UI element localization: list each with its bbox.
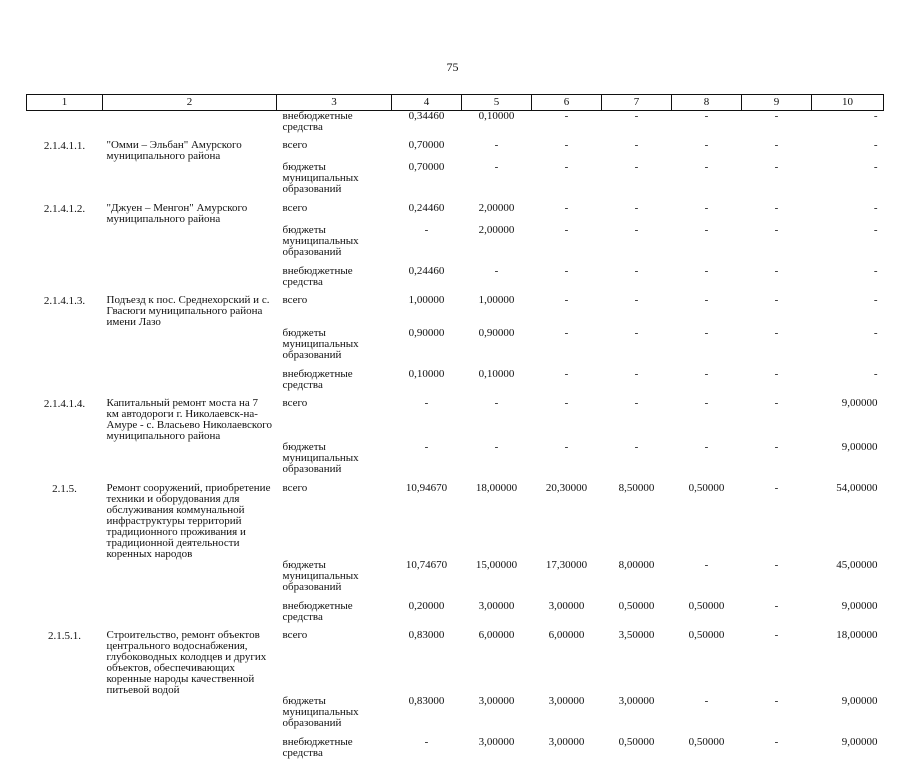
value-cell: 3,00000 [532,737,602,766]
column-header: 7 [602,95,672,111]
row-name [103,328,277,369]
funding-source: всего [277,398,392,442]
row-name [103,601,277,630]
value-cell: - [392,442,462,483]
value-cell: 2,00000 [462,203,532,225]
value-cell: - [532,369,602,398]
value-cell: - [742,442,812,483]
value-cell: 0,10000 [462,369,532,398]
value-cell: - [532,295,602,328]
value-cell: 0,20000 [392,601,462,630]
value-cell: - [392,225,462,266]
value-cell: 0,83000 [392,696,462,737]
table-row [27,225,884,266]
row-code [27,162,103,203]
value-cell: 0,50000 [672,601,742,630]
value-cell: 17,30000 [532,560,602,601]
row-code: 2.1.4.1.4. [27,398,103,442]
value-cell: 15,00000 [462,560,532,601]
value-cell: 3,00000 [532,696,602,737]
table-row [27,295,884,328]
row-name [103,560,277,601]
funding-source: всего [277,295,392,328]
table-row [27,601,884,630]
column-header: 2 [103,95,277,111]
value-cell: 10,94670 [392,483,462,560]
value-cell: - [742,162,812,203]
value-cell: 0,24460 [392,203,462,225]
table-row [27,696,884,737]
value-cell: - [602,111,672,141]
table-row [27,140,884,162]
table-row [27,369,884,398]
value-cell: - [672,442,742,483]
row-code [27,369,103,398]
row-name [103,696,277,737]
value-cell: - [392,737,462,766]
value-cell: 0,50000 [672,483,742,560]
value-cell: 18,00000 [812,630,884,696]
row-name: Подъезд к пос. Среднехорский и с. Гвасюги муниципального района имени Лазо [103,295,277,328]
value-cell: - [812,203,884,225]
value-cell: 3,00000 [462,737,532,766]
value-cell: 8,00000 [602,560,672,601]
value-cell: - [532,266,602,295]
row-code [27,696,103,737]
row-code [27,737,103,766]
value-cell: - [392,398,462,442]
value-cell: - [742,203,812,225]
value-cell: - [462,398,532,442]
value-cell: - [742,737,812,766]
value-cell: 9,00000 [812,601,884,630]
row-name [103,442,277,483]
value-cell: 2,00000 [462,225,532,266]
value-cell: 0,34460 [392,111,462,141]
value-cell: 6,00000 [532,630,602,696]
value-cell: - [672,295,742,328]
value-cell: - [672,111,742,141]
value-cell: 9,00000 [812,737,884,766]
table-row [27,328,884,369]
value-cell: - [812,225,884,266]
table-row [27,203,884,225]
value-cell: 3,00000 [462,696,532,737]
funding-source: бюджеты муниципальных образований [277,560,392,601]
row-code: 2.1.4.1.2. [27,203,103,225]
value-cell: - [532,203,602,225]
column-header: 8 [672,95,742,111]
value-cell: - [532,328,602,369]
row-name: Строительство, ремонт объектов центрального водоснабжения, глубоководных колодцев и других объектов, обеспечивающих коренные народы качественной питьевой водой [103,630,277,696]
table-row [27,266,884,295]
table-row [27,560,884,601]
value-cell: - [532,140,602,162]
row-name: "Джуен – Менгон" Амурского муниципального района [103,203,277,225]
funding-source: внебюджетные средства [277,369,392,398]
funding-source: бюджеты муниципальных образований [277,696,392,737]
funding-source: всего [277,140,392,162]
funding-source: внебюджетные средства [277,601,392,630]
value-cell: - [742,328,812,369]
value-cell: - [462,442,532,483]
value-cell: - [742,111,812,141]
value-cell: - [602,203,672,225]
value-cell: - [672,162,742,203]
row-name: Ремонт сооружений, приобретение техники и оборудования для обслуживания коммунальной инфраструктуры территорий традиционного проживания и традиционной деятельности коренных народов [103,483,277,560]
value-cell: 9,00000 [812,398,884,442]
value-cell: - [602,225,672,266]
value-cell: 18,00000 [462,483,532,560]
value-cell: 0,50000 [602,737,672,766]
value-cell: - [812,266,884,295]
column-header: 6 [532,95,602,111]
row-code [27,328,103,369]
budget-table [26,94,884,766]
funding-source: бюджеты муниципальных образований [277,442,392,483]
column-header: 5 [462,95,532,111]
value-cell: - [462,140,532,162]
value-cell: 1,00000 [462,295,532,328]
table-row [27,483,884,560]
value-cell: 0,24460 [392,266,462,295]
value-cell: - [672,328,742,369]
table-body [27,111,884,766]
value-cell: - [742,140,812,162]
funding-source: бюджеты муниципальных образований [277,225,392,266]
row-name [103,737,277,766]
value-cell: 8,50000 [602,483,672,560]
row-code [27,266,103,295]
row-code [27,225,103,266]
column-header: 10 [812,95,884,111]
row-name [103,162,277,203]
value-cell: - [532,162,602,203]
funding-source: всего [277,483,392,560]
value-cell: - [602,369,672,398]
value-cell: 0,90000 [462,328,532,369]
value-cell: 3,00000 [462,601,532,630]
value-cell: 10,74670 [392,560,462,601]
value-cell: - [672,140,742,162]
row-name: Капитальный ремонт моста на 7 км автодороги г. Николаевск-на-Амуре - с. Власьево Николаевского муниципального района [103,398,277,442]
page-number: 75 [0,60,905,75]
value-cell: - [462,162,532,203]
value-cell: - [602,442,672,483]
column-header: 3 [277,95,392,111]
value-cell: 3,50000 [602,630,672,696]
value-cell: - [672,696,742,737]
value-cell: - [532,111,602,141]
row-name: "Омми – Эльбан" Амурского муниципального района [103,140,277,162]
value-cell: - [812,369,884,398]
row-code [27,601,103,630]
value-cell: - [742,560,812,601]
value-cell: - [812,295,884,328]
table-row [27,111,884,141]
value-cell: - [742,225,812,266]
row-code: 2.1.4.1.3. [27,295,103,328]
value-cell: 45,00000 [812,560,884,601]
value-cell: - [532,398,602,442]
funding-source: внебюджетные средства [277,737,392,766]
value-cell: 0,50000 [602,601,672,630]
value-cell: 0,70000 [392,140,462,162]
value-cell: 20,30000 [532,483,602,560]
value-cell: - [742,398,812,442]
row-code [27,442,103,483]
row-code: 2.1.5. [27,483,103,560]
value-cell: - [742,295,812,328]
value-cell: 9,00000 [812,696,884,737]
value-cell: 0,83000 [392,630,462,696]
funding-source: всего [277,203,392,225]
value-cell: 0,50000 [672,630,742,696]
value-cell: - [602,140,672,162]
value-cell: - [672,398,742,442]
funding-source: бюджеты муниципальных образований [277,328,392,369]
row-code: 2.1.4.1.1. [27,140,103,162]
value-cell: - [602,328,672,369]
value-cell: 3,00000 [532,601,602,630]
row-code: 2.1.5.1. [27,630,103,696]
funding-source: бюджеты муниципальных образований [277,162,392,203]
row-code [27,560,103,601]
value-cell: - [602,266,672,295]
value-cell: - [812,140,884,162]
value-cell: 0,70000 [392,162,462,203]
value-cell: 0,90000 [392,328,462,369]
value-cell: - [672,225,742,266]
row-name [103,225,277,266]
table-row [27,162,884,203]
value-cell: - [742,266,812,295]
funding-source: всего [277,630,392,696]
value-cell: - [742,483,812,560]
column-header: 1 [27,95,103,111]
value-cell: 54,00000 [812,483,884,560]
value-cell: - [602,162,672,203]
value-cell: - [742,601,812,630]
value-cell: - [812,328,884,369]
funding-source: внебюджетные средства [277,266,392,295]
funding-source: внебюджетные средства [277,111,392,141]
value-cell: 6,00000 [462,630,532,696]
table-row [27,737,884,766]
value-cell: - [672,266,742,295]
row-name [103,266,277,295]
column-header: 4 [392,95,462,111]
value-cell: - [602,398,672,442]
value-cell: - [672,560,742,601]
row-name [103,111,277,141]
value-cell: 9,00000 [812,442,884,483]
row-code [27,111,103,141]
header-row [27,95,884,111]
value-cell: 1,00000 [392,295,462,328]
value-cell: - [532,442,602,483]
value-cell: 3,00000 [602,696,672,737]
value-cell: - [812,111,884,141]
value-cell: - [672,203,742,225]
value-cell: 0,10000 [392,369,462,398]
column-header: 9 [742,95,812,111]
value-cell: 0,50000 [672,737,742,766]
value-cell: - [462,266,532,295]
value-cell: - [812,162,884,203]
table-row [27,398,884,442]
table-row [27,442,884,483]
value-cell: - [672,369,742,398]
value-cell: - [602,295,672,328]
value-cell: - [742,696,812,737]
value-cell: - [742,369,812,398]
row-name [103,369,277,398]
value-cell: - [532,225,602,266]
value-cell: - [742,630,812,696]
value-cell: 0,10000 [462,111,532,141]
